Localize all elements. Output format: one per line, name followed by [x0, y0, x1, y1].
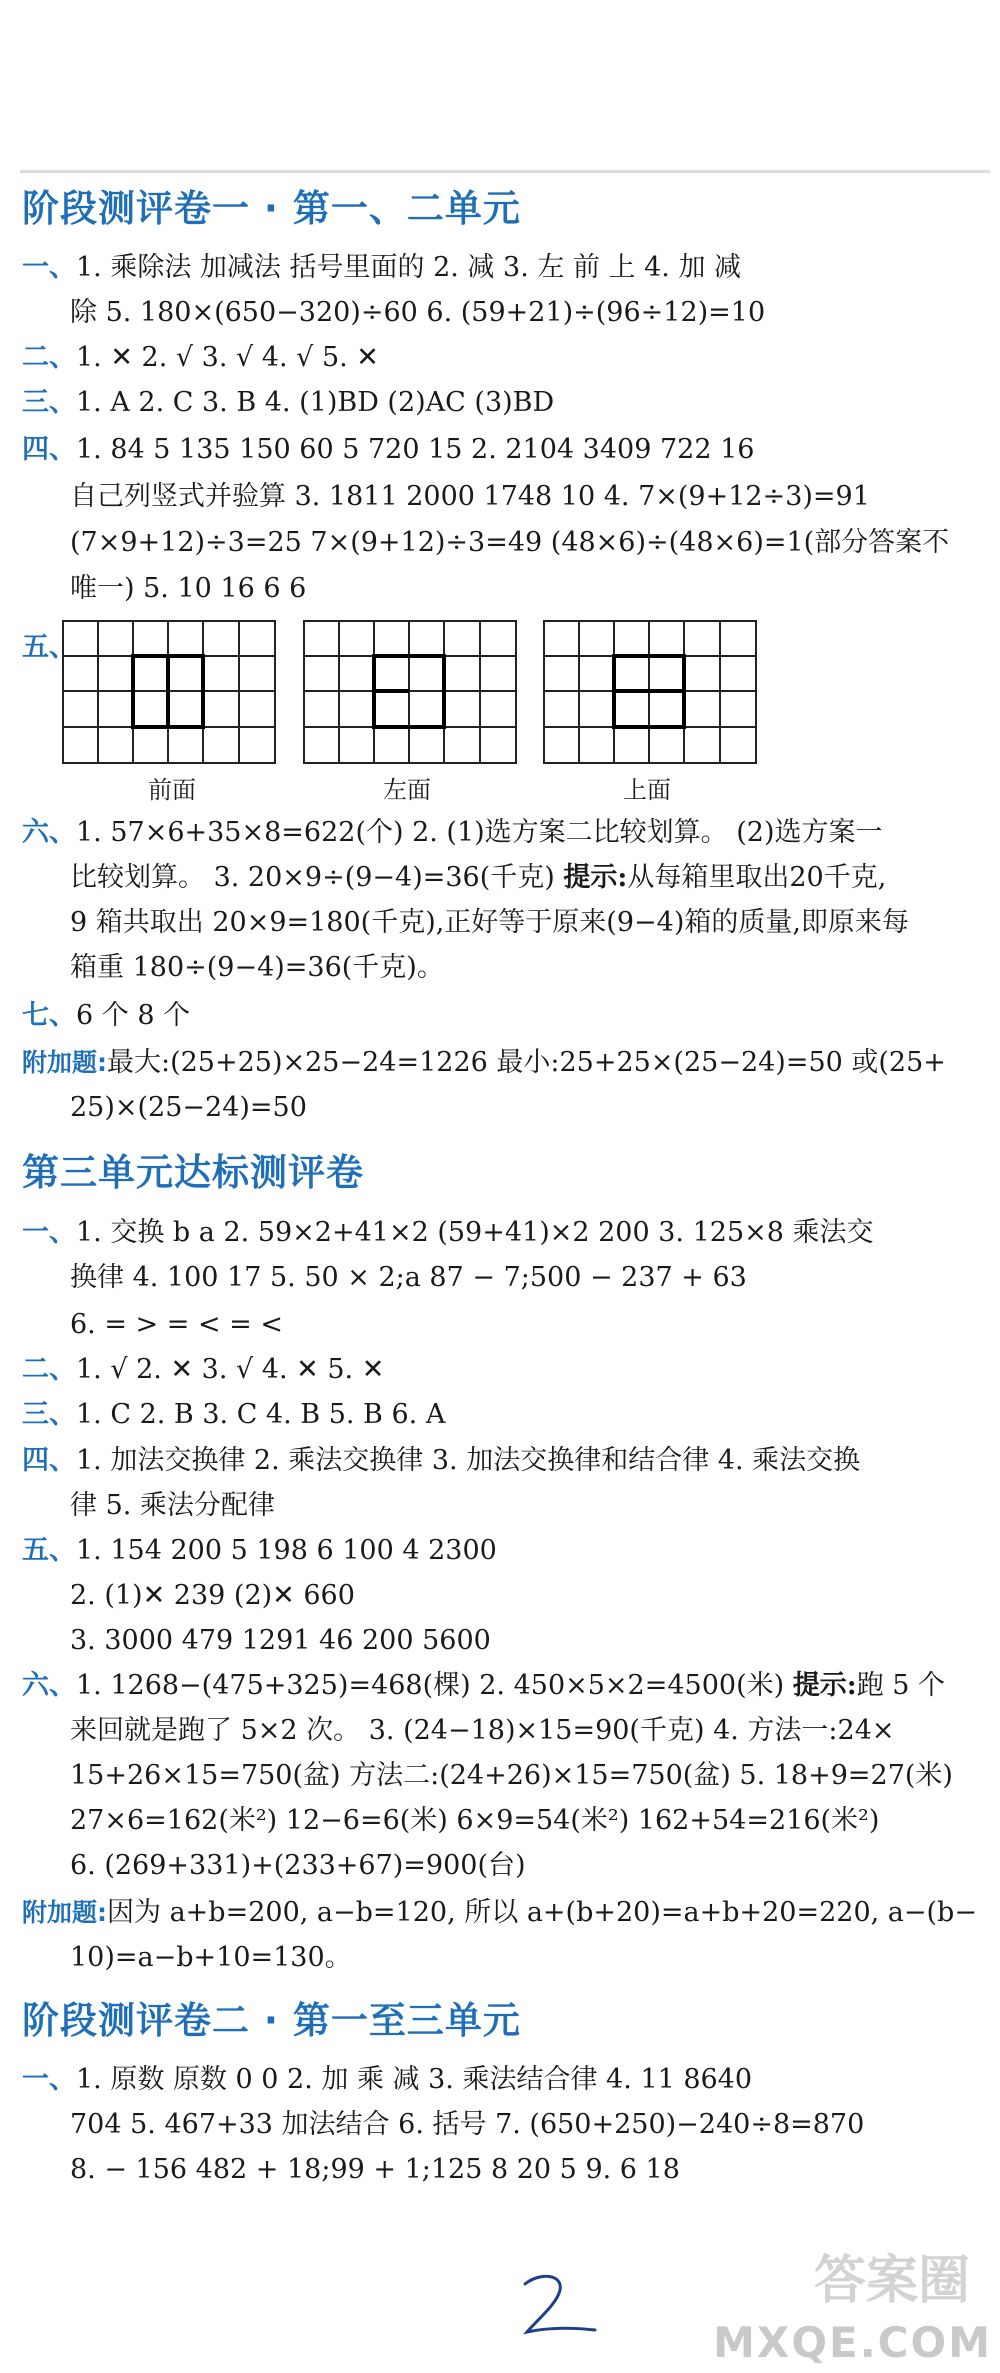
view-caption-front: 前面: [148, 776, 196, 804]
answer-text: 1. 1268−(475+325)=468(棵) 2. 450×5×2=4500(米): [76, 1670, 793, 1701]
answer-line: 2. (1)✕ 239 (2)✕ 660: [70, 1580, 355, 1611]
hint-label: 提示:: [563, 862, 628, 893]
answer-text: 因为 a+b=200, a−b=120, 所以 a+(b+20)=a+b+20=220, a−(b−: [107, 1897, 977, 1928]
answer-text: 1. 交换 b a 2. 59×2+41×2 (59+41)×2 200 3. 125×8 乘法交: [76, 1217, 874, 1248]
answer-text: 1. 加法交换律 2. 乘法交换律 3. 加法交换律和结合律 4. 乘法交换: [76, 1445, 861, 1476]
answer-line: [22, 1352, 384, 1388]
section-title-2: 第三单元达标测评卷: [22, 1151, 364, 1194]
section-title-1: 阶段测评卷一 · 第一、二单元: [22, 187, 521, 230]
question-number: 五、: [22, 632, 76, 663]
question-number: 四、: [22, 434, 76, 465]
answer-line: 换律 4. 100 17 5. 50 × 2;a 87 − 7;500 − 237 + 63: [70, 1262, 747, 1293]
answer-line: [22, 432, 754, 468]
answer-line: [22, 815, 883, 851]
question-number: 五、: [22, 1535, 76, 1566]
answer-text: 1. 154 200 5 198 6 100 4 2300: [76, 1535, 497, 1566]
answer-line: [22, 1397, 445, 1433]
answer-line: 27×6=162(米²) 12−6=6(米) 6×9=54(米²) 162+54=216(米²): [70, 1805, 880, 1836]
answer-line: 10)=a−b+10=130。: [70, 1942, 352, 1973]
answer-text: 1. √ 2. ✕ 3. √ 4. ✕ 5. ✕: [76, 1354, 385, 1385]
answer-text: 1. A 2. C 3. B 4. (1)BD (2)AC (3)BD: [76, 387, 555, 418]
hint-text: 跑 5 个: [856, 1670, 946, 1701]
question-number: 三、: [22, 1399, 76, 1430]
question-number: 七、: [22, 1000, 76, 1031]
answer-line: 3. 3000 479 1291 46 200 5600: [70, 1625, 491, 1656]
question-number: 六、: [22, 1670, 76, 1701]
answer-line: [22, 2062, 752, 2098]
question-number: 二、: [22, 1354, 76, 1385]
answer-text: 1. ✕ 2. √ 3. √ 4. √ 5. ✕: [76, 342, 379, 373]
answer-text: 最大:(25+25)×25−24=1226 最小:25+25×(25−24)=50 或(25+: [107, 1047, 946, 1078]
bonus-label: 附加题:: [22, 1898, 107, 1927]
answer-line: [22, 1443, 860, 1479]
answer-line: 25)×(25−24)=50: [70, 1092, 307, 1123]
answer-line: [22, 385, 554, 421]
handwritten-page-number: [515, 2270, 605, 2340]
answer-line: [22, 1533, 497, 1569]
answer-text: 1. 原数 原数 0 0 2. 加 乘 减 3. 乘法结合律 4. 11 8640: [76, 2064, 753, 2095]
answer-line: [22, 250, 741, 286]
answer-line: [22, 1215, 874, 1251]
top-view-grid: [543, 620, 757, 764]
question-number: 四、: [22, 1445, 76, 1476]
question-number: 一、: [22, 1217, 76, 1248]
left-view-grid: [303, 620, 517, 764]
question-number: 六、: [22, 817, 76, 848]
question-number: 一、: [22, 252, 76, 283]
hint-text: 从每箱里取出20千克,: [627, 862, 887, 893]
question-number: 二、: [22, 342, 76, 373]
answer-line: 律 5. 乘法分配律: [70, 1490, 275, 1521]
answer-line: 8. − 156 482 + 18;99 + 1;125 8 20 5 9. 6 18: [70, 2154, 680, 2185]
answer-line: 6. (269+331)+(233+67)=900(台): [70, 1850, 526, 1881]
view-caption-left: 左面: [383, 776, 431, 804]
question-number: 三、: [22, 387, 76, 418]
answer-line: 箱重 180÷(9−4)=36(千克)。: [70, 952, 444, 983]
answer-line: [22, 340, 379, 376]
answer-text: 1. 乘除法 加减法 括号里面的 2. 减 3. 左 前 上 4. 加 减: [76, 252, 742, 283]
view-caption-top: 上面: [623, 776, 671, 804]
top-rule: [20, 170, 990, 173]
question-number: 一、: [22, 2064, 76, 2095]
bonus-label: 附加题:: [22, 1048, 107, 1077]
answer-text: 6 个 8 个: [76, 1000, 191, 1031]
watermark-url: MXQE.COM: [713, 2318, 992, 2367]
answer-line: [22, 1668, 945, 1704]
answer-text: 1. 84 5 135 150 60 5 720 15 2. 2104 3409 722 16: [76, 434, 755, 465]
answer-text: 1. 57×6+35×8=622(个) 2. (1)选方案二比较划算。 (2)选方案一: [76, 817, 883, 848]
hint-label: 提示:: [792, 1670, 857, 1701]
answer-line: 9 箱共取出 20×9=180(千克),正好等于原来(9−4)箱的质量,即原来每: [70, 907, 909, 938]
answer-line: [22, 1045, 946, 1081]
answer-line: 6. = > = < = <: [70, 1309, 283, 1340]
answer-line: 唯一) 5. 10 16 6 6: [70, 573, 307, 604]
answer-text: 比较划算。 3. 20×9÷(9−4)=36(千克): [70, 862, 564, 893]
answer-line: 来回就是跑了 5×2 次。 3. (24−18)×15=90(千克) 4. 方法一:24×: [70, 1715, 895, 1746]
answer-line: (7×9+12)÷3=25 7×(9+12)÷3=49 (48×6)÷(48×6)=1(部分答案不: [70, 527, 950, 558]
watermark-text: 答案圈: [813, 2251, 970, 2311]
answer-line: 15+26×15=750(盆) 方法二:(24+26)×15=750(盆) 5. 18+9=27(米): [70, 1760, 953, 1791]
answer-line: 除 5. 180×(650−320)÷60 6. (59+21)÷(96÷12)=10: [70, 297, 766, 328]
section-title-3: 阶段测评卷二 · 第一至三单元: [22, 1999, 521, 2042]
answer-line: 自己列竖式并验算 3. 1811 2000 1748 10 4. 7×(9+12÷3)=91: [70, 481, 870, 512]
answer-line: 704 5. 467+33 加法结合 6. 括号 7. (650+250)−240÷8=870: [70, 2109, 865, 2140]
answer-line: [22, 1895, 977, 1931]
front-view-grid: [62, 620, 276, 764]
answer-text: 1. C 2. B 3. C 4. B 5. B 6. A: [76, 1399, 446, 1430]
answer-line: [22, 998, 190, 1034]
answer-line: [70, 860, 886, 896]
